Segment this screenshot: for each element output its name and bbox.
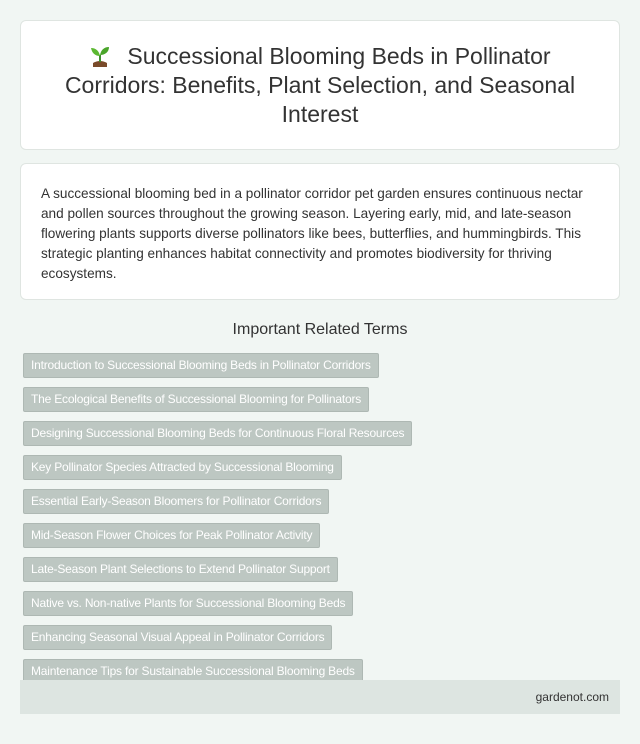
intro-card bbox=[20, 163, 620, 300]
footer-site-name: gardenot.com bbox=[535, 690, 609, 704]
related-terms-heading: Important Related Terms bbox=[232, 321, 408, 338]
intro-paragraph: A successional blooming bed in a pollinator corridor pet garden ensures continuous nectar and pollen sources throughout the growing season. Layering early, mid, and late-season flowering plants supports diverse pollinators like bees, butterflies, and hummingbirds. This strategic planting enhances habitat connectivity and promotes biodiversity for thriving ecosystems. bbox=[41, 186, 583, 281]
related-term-tag[interactable]: Key Pollinator Species Attracted by Successional Blooming bbox=[23, 455, 342, 480]
related-term-tag[interactable]: Essential Early-Season Bloomers for Pollinator Corridors bbox=[23, 489, 329, 514]
footer bbox=[20, 680, 620, 714]
related-term-tag[interactable]: Introduction to Successional Blooming Beds in Pollinator Corridors bbox=[23, 353, 379, 378]
title-card bbox=[20, 20, 620, 150]
page-title-text: Successional Blooming Beds in Pollinator Corridors: Benefits, Plant Selection, and Seasonal Interest bbox=[64, 42, 576, 127]
related-terms-list bbox=[23, 353, 623, 693]
related-term-tag[interactable]: The Ecological Benefits of Successional Blooming for Pollinators bbox=[23, 387, 369, 412]
related-term-tag[interactable]: Designing Successional Blooming Beds for Continuous Floral Resources bbox=[23, 421, 412, 446]
related-term-tag[interactable]: Native vs. Non-native Plants for Successional Blooming Beds bbox=[23, 591, 353, 616]
sprout-icon bbox=[89, 45, 111, 67]
related-term-tag[interactable]: Mid-Season Flower Choices for Peak Pollinator Activity bbox=[23, 523, 320, 548]
page-title bbox=[51, 42, 589, 129]
related-term-tag[interactable]: Enhancing Seasonal Visual Appeal in Pollinator Corridors bbox=[23, 625, 332, 650]
related-term-tag[interactable]: Late-Season Plant Selections to Extend Pollinator Support bbox=[23, 557, 338, 582]
related-term-tag[interactable]: Maintenance Tips for Sustainable Successional Blooming Beds bbox=[23, 659, 363, 684]
